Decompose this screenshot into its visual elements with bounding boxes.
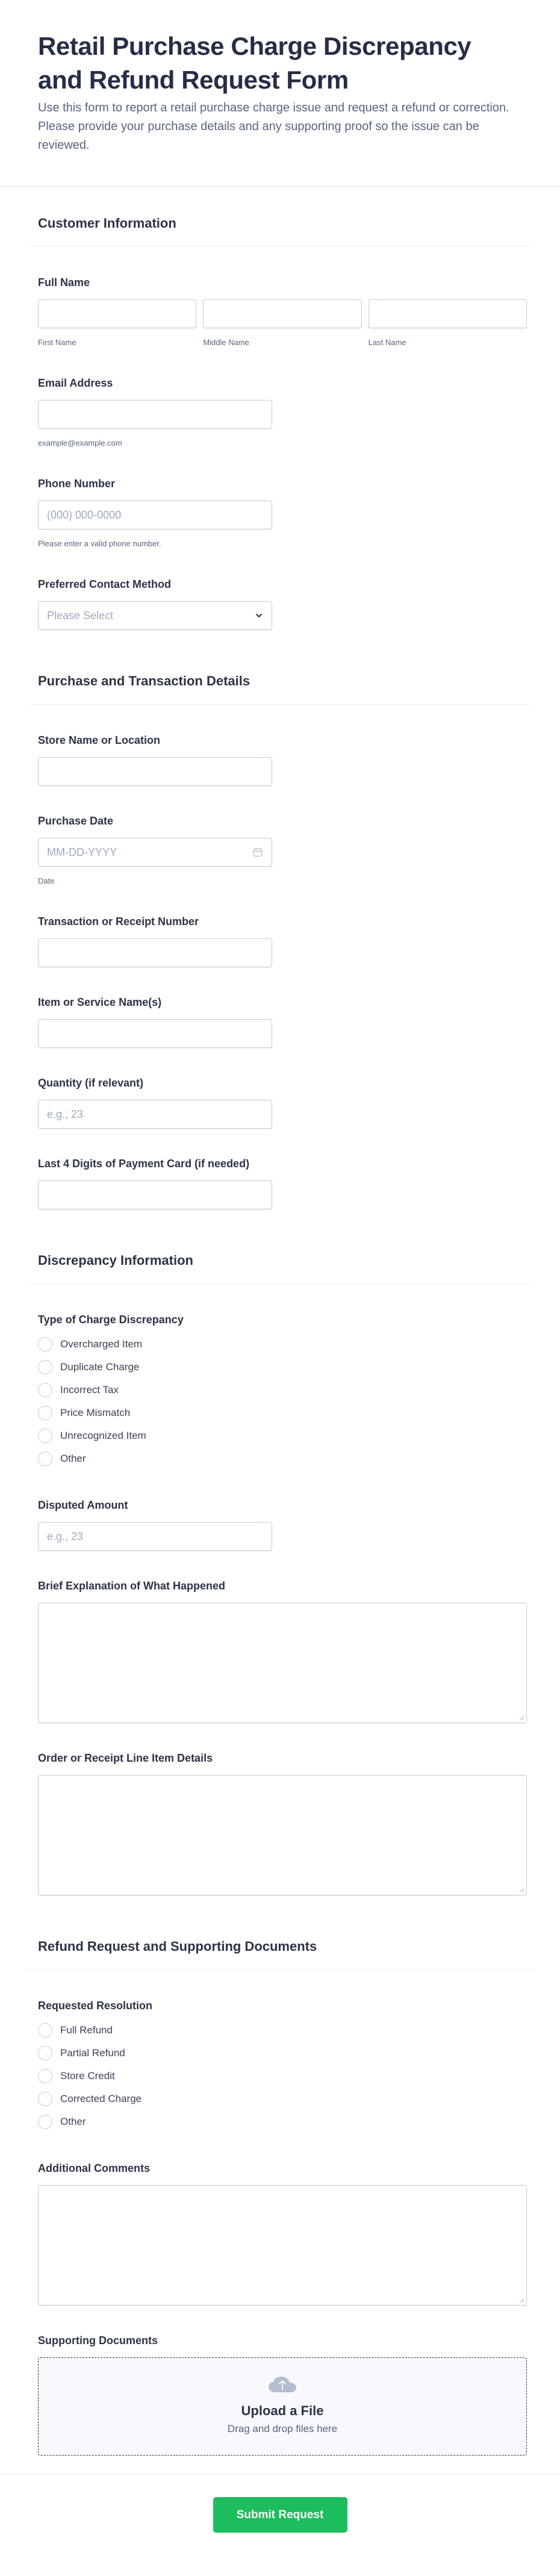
radio-label: Unrecognized Item [60, 1430, 146, 1441]
form-header [0, 0, 560, 187]
cloud-upload-icon [267, 2376, 297, 2393]
field-contact-method [38, 577, 527, 630]
radio-option[interactable] [38, 1379, 527, 1402]
section-header [27, 1252, 532, 1284]
radio-button[interactable] [38, 1429, 52, 1443]
section-title: Purchase and Transaction Details [38, 673, 250, 688]
transaction-input[interactable] [38, 938, 272, 967]
field-label: Type of Charge Discrepancy [38, 1314, 184, 1326]
line-items-textarea[interactable] [38, 1775, 527, 1895]
phone-placeholder: (000) 000-0000 [47, 508, 122, 521]
radio-label: Overcharged Item [60, 1338, 143, 1350]
email-sublabel: example@example.com [38, 438, 122, 448]
amount-placeholder: e.g., 23 [47, 1530, 84, 1542]
quantity-input[interactable] [38, 1100, 272, 1129]
last-name-sublabel: Last Name [368, 338, 406, 347]
resize-handle-icon[interactable] [518, 1887, 524, 1893]
field-label: Brief Explanation of What Happened [38, 1580, 226, 1592]
radio-button[interactable] [38, 2069, 52, 2083]
upload-title: Upload a File [241, 2403, 324, 2418]
field-label: Quantity (if relevant) [38, 1077, 144, 1089]
field-purchase-date [38, 814, 527, 887]
email-input[interactable] [38, 400, 272, 429]
radio-option[interactable] [38, 1424, 527, 1447]
radio-label: Full Refund [60, 2024, 113, 2036]
radio-option[interactable] [38, 1447, 527, 1470]
radio-option[interactable] [38, 1356, 527, 1379]
field-explanation [38, 1579, 527, 1723]
radio-button[interactable] [38, 1360, 52, 1374]
middle-name-input[interactable] [203, 299, 361, 328]
radio-option[interactable] [38, 1402, 527, 1424]
field-discrepancy-type [38, 1312, 527, 1470]
field-requested-resolution [38, 1998, 527, 2133]
field-line-items [38, 1751, 527, 1895]
section-title: Customer Information [38, 216, 176, 231]
resize-handle-icon[interactable] [518, 2297, 524, 2303]
radio-label: Corrected Charge [60, 2093, 142, 2104]
field-label: Supporting Documents [38, 2334, 158, 2347]
radio-option[interactable] [38, 2088, 527, 2110]
form-description: Use this form to report a retail purchase charge issue and request a refund or correction. Please provide your purchase details and any supporting proof so the issue can be reviewed. [38, 101, 509, 152]
submit-request-button[interactable]: Submit Request [213, 2497, 347, 2533]
field-label: Transaction or Receipt Number [38, 915, 199, 928]
section-title: Refund Request and Supporting Documents [38, 1939, 317, 1954]
radio-button[interactable] [38, 2046, 52, 2060]
file-upload-dropzone[interactable] [38, 2357, 527, 2456]
radio-label: Partial Refund [60, 2047, 125, 2059]
field-transaction-number [38, 914, 527, 967]
field-phone [38, 476, 527, 549]
field-label: Order or Receipt Line Item Details [38, 1752, 213, 1764]
item-names-input[interactable] [38, 1019, 272, 1048]
field-store [38, 733, 527, 786]
field-label: Full Name [38, 276, 90, 288]
field-label: Phone Number [38, 478, 116, 490]
store-input[interactable] [38, 757, 272, 786]
radio-label: Price Mismatch [60, 1407, 131, 1418]
section-title: Discrepancy Information [38, 1253, 193, 1268]
section-refund-request [0, 1895, 560, 2456]
field-additional-comments [38, 2161, 527, 2306]
date-sublabel: Date [38, 876, 55, 885]
radio-button[interactable] [38, 2115, 52, 2129]
form-title: Retail Purchase Charge Discrepancy and Refund Request Form [38, 32, 471, 94]
field-label: Additional Comments [38, 2162, 151, 2174]
field-quantity [38, 1076, 527, 1129]
date-placeholder: MM-DD-YYYY [47, 846, 117, 858]
radio-option[interactable] [38, 2019, 527, 2042]
card-digits-input[interactable] [38, 1180, 272, 1209]
field-label: Email Address [38, 377, 113, 389]
purchase-date-input[interactable] [38, 838, 272, 867]
field-label: Last 4 Digits of Payment Card (if needed) [38, 1158, 250, 1170]
first-name-sublabel: First Name [38, 338, 76, 347]
radio-label: Duplicate Charge [60, 1361, 140, 1373]
section-discrepancy-information [0, 1209, 560, 1895]
calendar-icon[interactable] [252, 847, 263, 858]
radio-button[interactable] [38, 2092, 52, 2106]
radio-label: Incorrect Tax [60, 1384, 119, 1396]
upload-hint: Drag and drop files here [227, 2423, 338, 2434]
radio-button[interactable] [38, 1406, 52, 1420]
disputed-amount-input[interactable] [38, 1522, 272, 1551]
radio-option[interactable] [38, 2065, 527, 2088]
radio-button[interactable] [38, 1337, 52, 1352]
radio-option[interactable] [38, 2042, 527, 2065]
radio-label: Other [60, 2116, 86, 2127]
section-header [27, 214, 532, 247]
field-label: Preferred Contact Method [38, 578, 172, 590]
comments-textarea[interactable] [38, 2185, 527, 2306]
field-disputed-amount [38, 1498, 527, 1551]
section-header [27, 1938, 532, 1970]
radio-option[interactable] [38, 1333, 527, 1356]
field-supporting-documents [38, 2333, 527, 2456]
radio-option[interactable] [38, 2110, 527, 2133]
field-label: Disputed Amount [38, 1499, 128, 1511]
radio-button[interactable] [38, 1383, 52, 1397]
phone-sublabel: Please enter a valid phone number. [38, 539, 161, 548]
field-card-digits [38, 1156, 527, 1209]
section-purchase-details [0, 630, 560, 1209]
phone-input[interactable] [38, 501, 272, 529]
form-footer [0, 2474, 560, 2563]
contact-method-select[interactable] [38, 601, 272, 630]
select-value: Please Select [47, 609, 114, 622]
radio-button[interactable] [38, 1452, 52, 1466]
field-label: Item or Service Name(s) [38, 996, 162, 1008]
quantity-placeholder: e.g., 23 [47, 1108, 84, 1120]
field-full-name [38, 275, 527, 348]
section-customer-information [0, 187, 560, 630]
first-name-input[interactable] [38, 299, 196, 328]
radio-label: Store Credit [60, 2070, 115, 2082]
field-label: Store Name or Location [38, 734, 161, 746]
resize-handle-icon[interactable] [518, 1715, 524, 1721]
radio-button[interactable] [38, 2023, 52, 2038]
field-item-names [38, 995, 527, 1048]
middle-name-sublabel: Middle Name [203, 338, 249, 347]
field-email [38, 376, 527, 449]
field-label: Purchase Date [38, 815, 114, 827]
field-label: Requested Resolution [38, 2000, 153, 2012]
section-header [27, 672, 532, 705]
explanation-textarea[interactable] [38, 1603, 527, 1723]
chevron-down-icon [255, 611, 263, 620]
radio-label: Other [60, 1453, 86, 1464]
last-name-input[interactable] [369, 299, 527, 328]
